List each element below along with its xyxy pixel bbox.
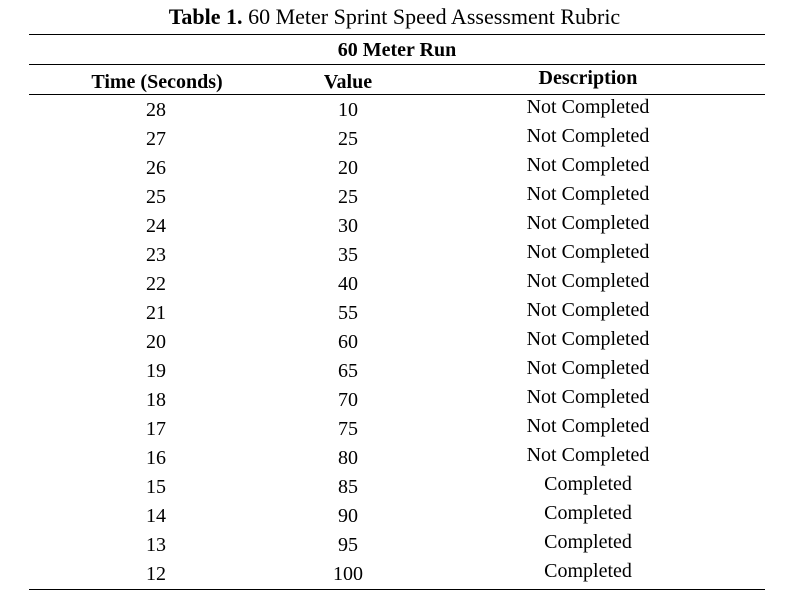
table-caption-label: Table 1. — [168, 4, 243, 29]
column-header-time: Time (Seconds) — [91, 71, 223, 93]
table-caption-text: 60 Meter Sprint Speed Assessment Rubric — [248, 4, 621, 29]
value-cell: 80 — [338, 447, 358, 469]
description-cell: Not Completed — [526, 357, 650, 379]
time-cell: 19 — [146, 360, 166, 382]
description-cell: Not Completed — [526, 328, 650, 350]
table-row — [0, 443, 789, 472]
time-cell: 13 — [146, 534, 166, 556]
time-cell: 25 — [146, 186, 166, 208]
description-cell: Not Completed — [526, 125, 650, 147]
description-cell: Not Completed — [526, 154, 650, 176]
description-cell: Completed — [544, 531, 632, 553]
value-cell: 75 — [338, 418, 358, 440]
column-header-description: Description — [538, 67, 638, 89]
table-row — [0, 269, 789, 298]
value-cell: 25 — [338, 186, 358, 208]
value-cell: 35 — [338, 244, 358, 266]
description-cell: Completed — [544, 560, 632, 582]
table-row — [0, 472, 789, 501]
table-row — [0, 153, 789, 182]
table-body — [0, 95, 789, 588]
description-cell: Not Completed — [526, 270, 650, 292]
time-cell: 17 — [146, 418, 166, 440]
description-cell: Not Completed — [526, 386, 650, 408]
description-cell: Not Completed — [526, 183, 650, 205]
value-cell: 65 — [338, 360, 358, 382]
top-rule — [29, 34, 765, 35]
table-caption — [0, 4, 789, 30]
time-cell: 14 — [146, 505, 166, 527]
time-cell: 16 — [146, 447, 166, 469]
time-cell: 28 — [146, 99, 166, 121]
value-cell: 90 — [338, 505, 358, 527]
description-cell: Not Completed — [526, 212, 650, 234]
value-cell: 100 — [333, 563, 363, 585]
description-cell: Completed — [544, 473, 632, 495]
table-row — [0, 356, 789, 385]
table-row — [0, 385, 789, 414]
value-cell: 60 — [338, 331, 358, 353]
time-cell: 22 — [146, 273, 166, 295]
description-cell: Not Completed — [526, 299, 650, 321]
value-cell: 20 — [338, 157, 358, 179]
table-row — [0, 95, 789, 124]
bottom-rule — [29, 589, 765, 590]
table-row — [0, 182, 789, 211]
time-cell: 24 — [146, 215, 166, 237]
table-row — [0, 559, 789, 588]
time-cell: 27 — [146, 128, 166, 150]
table-row — [0, 298, 789, 327]
time-cell: 23 — [146, 244, 166, 266]
table-row — [0, 530, 789, 559]
value-cell: 55 — [338, 302, 358, 324]
value-cell: 30 — [338, 215, 358, 237]
time-cell: 20 — [146, 331, 166, 353]
table-row — [0, 211, 789, 240]
table-row — [0, 501, 789, 530]
value-cell: 95 — [338, 534, 358, 556]
group-rule — [29, 64, 765, 65]
time-cell: 21 — [146, 302, 166, 324]
group-title: 60 Meter Run — [337, 39, 457, 61]
description-cell: Not Completed — [526, 96, 650, 118]
table-row — [0, 124, 789, 153]
time-cell: 15 — [146, 476, 166, 498]
description-cell: Not Completed — [526, 241, 650, 263]
time-cell: 18 — [146, 389, 166, 411]
value-cell: 70 — [338, 389, 358, 411]
column-header-value: Value — [323, 71, 373, 93]
value-cell: 25 — [338, 128, 358, 150]
value-cell: 40 — [338, 273, 358, 295]
table-row — [0, 240, 789, 269]
time-cell: 26 — [146, 157, 166, 179]
description-cell: Not Completed — [526, 415, 650, 437]
time-cell: 12 — [146, 563, 166, 585]
value-cell: 85 — [338, 476, 358, 498]
description-cell: Not Completed — [526, 444, 650, 466]
table-row — [0, 327, 789, 356]
value-cell: 10 — [338, 99, 358, 121]
table-row — [0, 414, 789, 443]
description-cell: Completed — [544, 502, 632, 524]
